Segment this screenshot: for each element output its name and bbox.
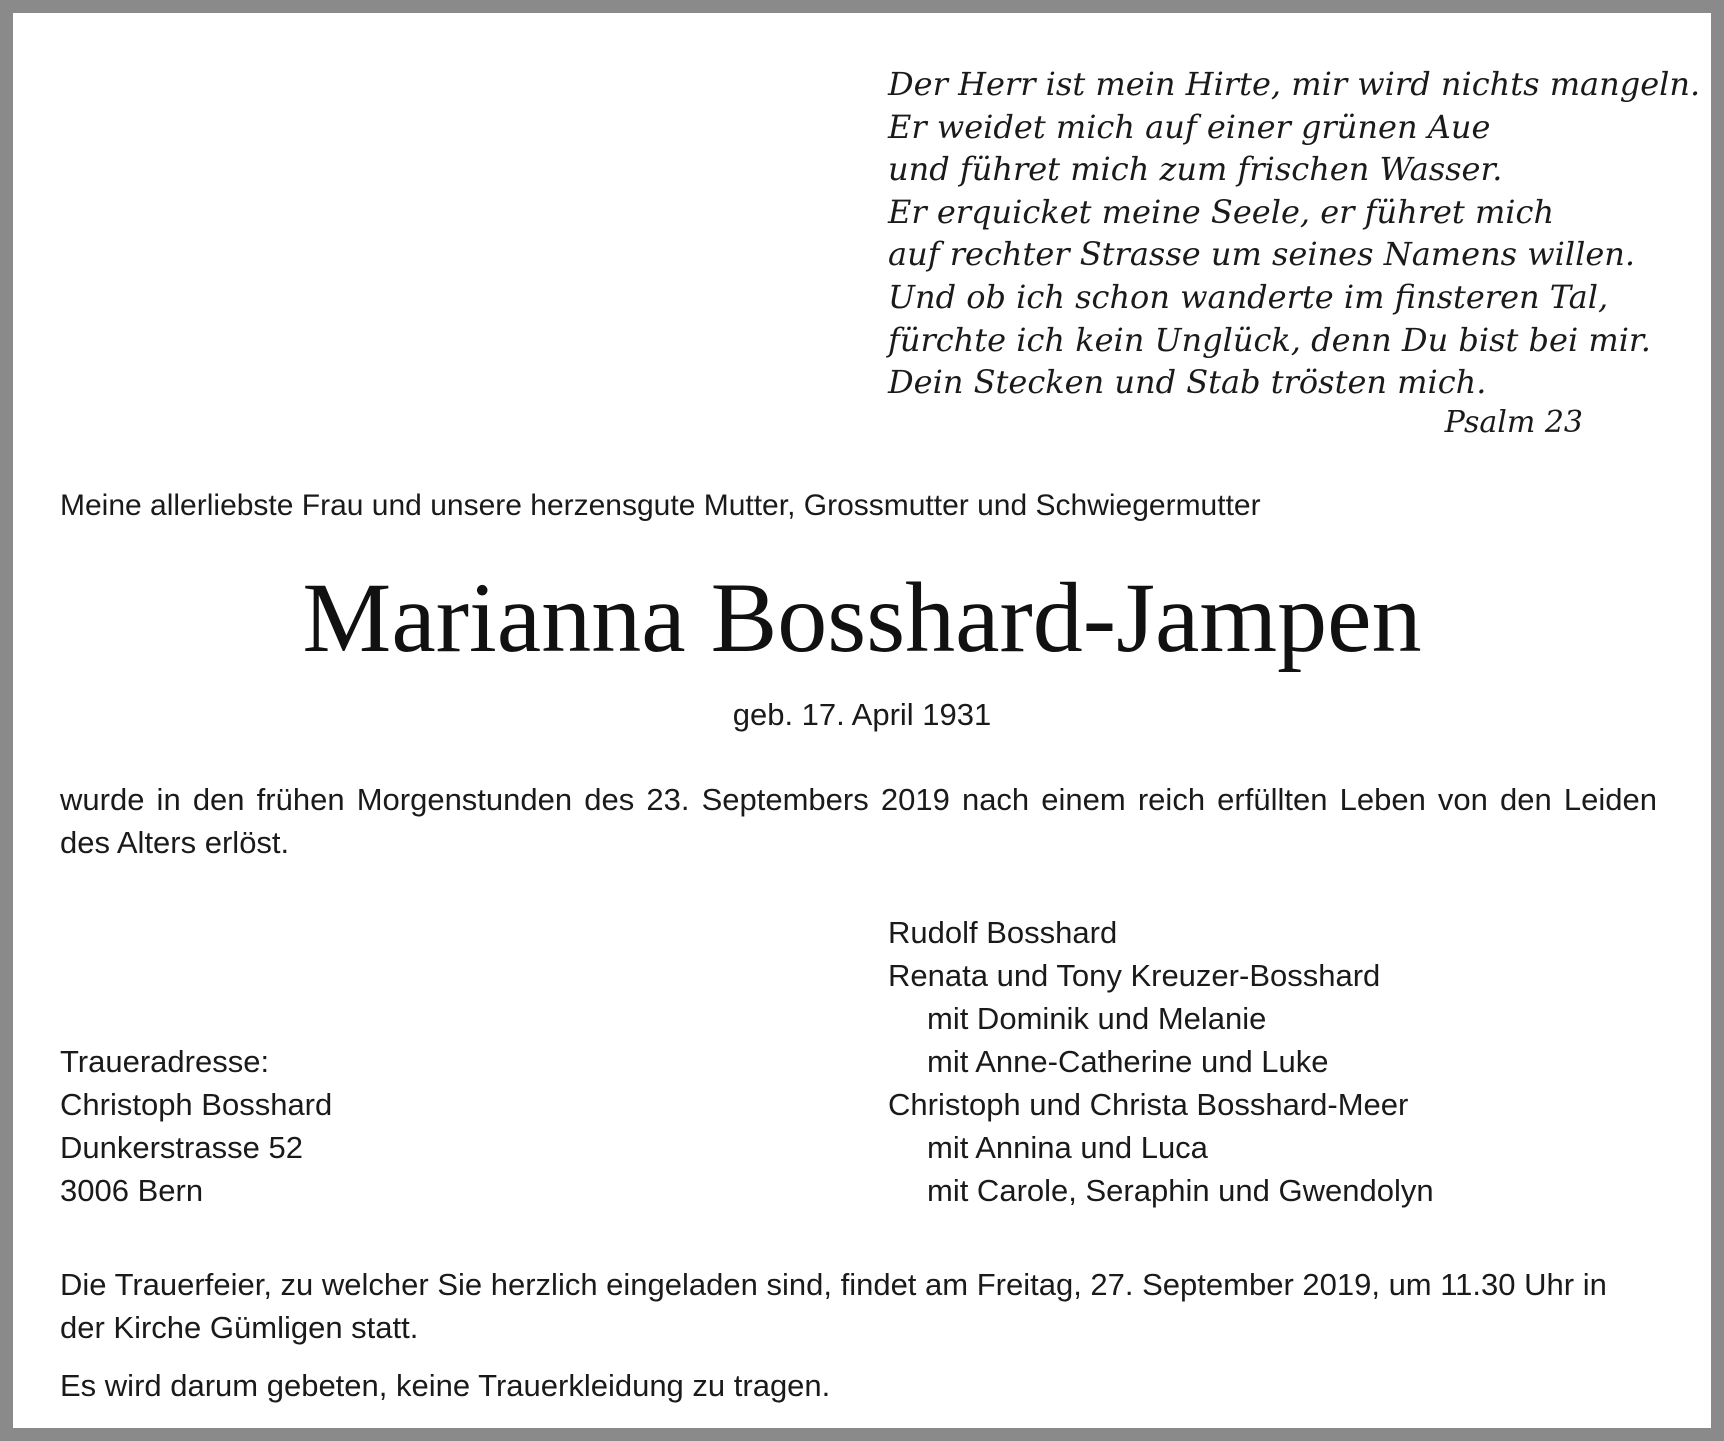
psalm-line: Der Herr ist mein Hirte, mir wird nichts mangeln.	[888, 65, 1701, 103]
psalm-line: Dein Stecken und Stab trösten mich.	[888, 363, 1487, 402]
mourning-address	[60, 1040, 332, 1212]
psalm-line: Er weidet mich auf einer grünen Aue	[888, 107, 1491, 146]
psalm-line: und führet mich zum frischen Wasser.	[888, 150, 1503, 189]
deceased-name: Marianna Bosshard-Jampen	[302, 562, 1422, 673]
family-member: mit Anne-Catherine und Luke	[927, 1044, 1329, 1079]
address-name: Christoph Bosshard	[60, 1087, 333, 1122]
family-member: Christoph und Christa Bosshard-Meer	[888, 1087, 1409, 1122]
address-street: Dunkerstrasse 52	[60, 1130, 303, 1165]
address-city: 3006 Bern	[60, 1173, 204, 1208]
family-list	[888, 911, 1434, 1212]
psalm-line: Er erquicket meine Seele, er führet mich	[888, 192, 1555, 231]
family-member: Rudolf Bosshard	[888, 915, 1118, 950]
obituary-page	[13, 13, 1711, 1428]
psalm-line: auf rechter Strasse um seines Namens willen.	[888, 235, 1636, 274]
death-announcement: wurde in den frühen Morgenstunden des 23. Septembers 2019 nach einem reich erfüllten Leben von den Leiden des Alters erlöst.	[60, 782, 1657, 860]
intro-text: Meine allerliebste Frau und unsere herzensgute Mutter, Grossmutter und Schwiegermutter	[60, 489, 1261, 522]
family-member: mit Dominik und Melanie	[927, 1001, 1267, 1036]
dress-note: Es wird darum gebeten, keine Trauerkleidung zu tragen.	[60, 1368, 831, 1403]
funeral-info: Die Trauerfeier, zu welcher Sie herzlich eingeladen sind, findet am Freitag, 27. September 2019, um 11.30 Uhr in der Kirche Gümligen statt.	[60, 1267, 1607, 1345]
family-member: Renata und Tony Kreuzer-Bosshard	[888, 958, 1381, 993]
address-label: Traueradresse:	[60, 1044, 270, 1079]
family-member: mit Annina und Luca	[927, 1130, 1208, 1165]
psalm-reference: Psalm 23	[1444, 405, 1583, 440]
psalm-line: fürchte ich kein Unglück, denn Du bist bei mir.	[888, 320, 1651, 359]
family-member: mit Carole, Seraphin und Gwendolyn	[927, 1173, 1434, 1208]
psalm-line: Und ob ich schon wanderte im finsteren Tal,	[888, 277, 1609, 316]
psalm-quote	[888, 63, 1700, 404]
birth-date: geb. 17. April 1931	[732, 697, 992, 732]
